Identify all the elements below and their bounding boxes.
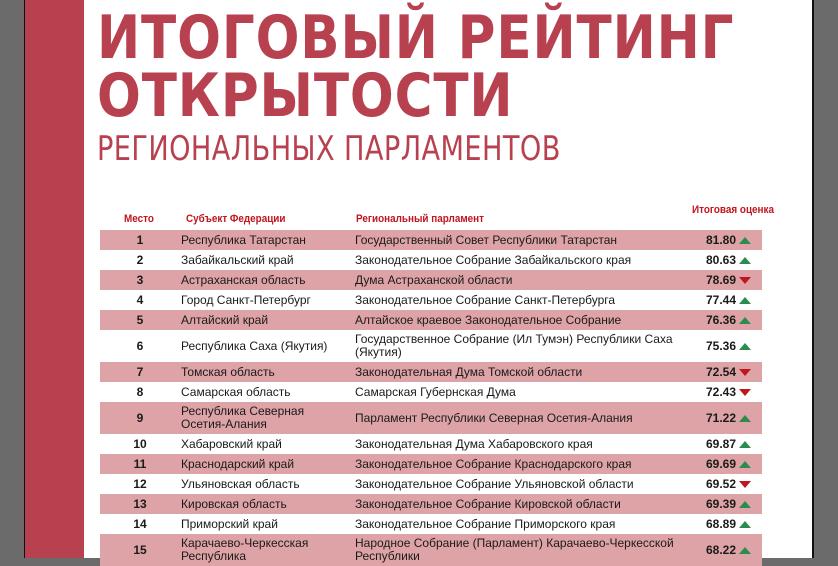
rank-cell: 7 [136,364,144,379]
table-body [100,230,762,566]
parliament-cell: Парламент Республики Северная Осетия-Алания [355,410,633,425]
rank-cell: 8 [136,384,144,399]
up-arrow-icon [739,343,751,350]
parliament-cell: Законодательное Собрание Санкт-Петербурга [355,292,616,307]
score-cell: 77.44 [705,292,736,307]
parliament-cell: Дума Астраханской области [355,272,513,287]
up-arrow-icon [739,441,751,448]
trend-cell [738,402,752,434]
trend-cell [738,534,752,566]
subject-cell: Приморский край [181,516,278,531]
subject-cell: Забайкальский край [181,252,294,267]
down-arrow-icon [739,369,751,376]
up-arrow-icon [739,461,751,468]
score-cell: 76.36 [705,312,736,327]
table-row [100,494,762,514]
table-row [100,230,762,250]
subject-cell: Республика Саха (Якутия) [181,338,328,353]
table-row [100,514,762,534]
document-page [25,0,814,563]
down-arrow-icon [739,481,751,488]
page-title-line-2: ОТКРЫТОСТИ [97,61,514,131]
score-cell: 68.22 [705,542,736,557]
trend-cell [738,514,752,534]
score-cell: 78.69 [705,272,736,287]
rank-cell: 10 [133,436,147,451]
table-row [100,454,762,474]
trend-cell [738,494,752,514]
rank-cell: 2 [136,252,144,267]
rank-cell: 5 [136,312,144,327]
table-row [100,382,762,402]
up-arrow-icon [739,501,751,508]
up-arrow-icon [739,521,751,528]
parliament-cell: Законодательная Дума Хабаровского края [355,436,593,451]
parliament-cell: Народное Собрание (Парламент) Карачаево-Черкесской Республики [355,536,674,563]
page-subtitle: РЕГИОНАЛЬНЫХ ПАРЛАМЕНТОВ [97,129,561,169]
parliament-cell: Алтайское краевое Законодательное Собрание [355,312,622,327]
parliament-cell: Законодательное Собрание Кировской области [355,496,621,511]
rank-cell: 13 [133,496,147,511]
table-row [100,434,762,454]
subject-cell: Республика Северная Осетия-Алания [181,404,305,431]
table-row [100,362,762,382]
parliament-cell: Законодательное Собрание Приморского края [355,516,616,531]
trend-cell [738,362,752,382]
header-score: Итоговая оценка [692,204,774,216]
parliament-cell: Законодательное Собрание Краснодарского края [355,456,632,471]
table-row [100,330,762,362]
score-cell: 72.54 [705,364,736,379]
trend-cell [738,230,752,250]
table-row [100,402,762,434]
trend-cell [738,474,752,494]
page-title-line-1: ИТОГОВЫЙ РЕЙТИНГ [97,3,735,73]
subject-cell: Карачаево-Черкесская Республика [181,536,309,563]
rank-cell: 3 [136,272,144,287]
rank-cell: 9 [136,410,144,425]
down-arrow-icon [739,277,751,284]
parliament-cell: Государственное Собрание (Ил Тумэн) Республики Саха (Якутия) [355,332,673,359]
score-cell: 80.63 [705,252,736,267]
trend-cell [738,290,752,310]
subject-cell: Астраханская область [181,272,306,287]
up-arrow-icon [739,297,751,304]
parliament-cell: Законодательная Дума Томской области [355,364,583,379]
up-arrow-icon [739,547,751,554]
subject-cell: Томская область [181,364,275,379]
score-cell: 72.43 [705,384,736,399]
subject-cell: Самарская область [181,384,291,399]
up-arrow-icon [739,415,751,422]
table-row [100,310,762,330]
up-arrow-icon [739,317,751,324]
subject-cell: Город Санкт-Петербург [181,292,311,307]
table-row [100,474,762,494]
parliament-cell: Законодательное Собрание Ульяновской области [355,476,634,491]
header-parliament: Региональный парламент [356,213,484,225]
subject-cell: Кировская область [181,496,287,511]
score-cell: 69.39 [705,496,736,511]
rank-cell: 11 [133,456,147,471]
score-cell: 81.80 [705,232,736,247]
table-row [100,534,762,566]
rank-cell: 12 [133,476,147,491]
table-row [100,290,762,310]
subject-cell: Алтайский край [181,312,269,327]
rank-cell: 4 [136,292,144,307]
decorative-red-band [25,0,84,558]
rank-cell: 14 [133,516,147,531]
trend-cell [738,250,752,270]
table-row [100,270,762,290]
rank-cell: 15 [133,542,147,557]
subject-cell: Ульяновская область [181,476,300,491]
left-margin [0,0,25,558]
rank-cell: 1 [136,232,144,247]
rank-cell: 6 [136,338,144,353]
parliament-cell: Самарская Губернская Дума [355,384,516,399]
table-header [100,203,774,230]
table-row [100,250,762,270]
ranking-table [100,203,774,566]
trend-cell [738,310,752,330]
score-cell: 71.22 [705,410,736,425]
score-cell: 69.52 [705,476,736,491]
score-cell: 69.87 [705,436,736,451]
subject-cell: Республика Татарстан [181,232,306,247]
trend-cell [738,382,752,402]
header-subject: Субъект Федерации [186,213,286,225]
up-arrow-icon [739,257,751,264]
trend-cell [738,434,752,454]
parliament-cell: Государственный Совет Республики Татарстан [355,232,618,247]
subject-cell: Хабаровский край [181,436,282,451]
score-cell: 75.36 [705,338,736,353]
up-arrow-icon [739,237,751,244]
score-cell: 69.69 [705,456,736,471]
trend-cell [738,270,752,290]
trend-cell [738,454,752,474]
subject-cell: Краснодарский край [181,456,295,471]
parliament-cell: Законодательное Собрание Забайкальского края [355,252,632,267]
trend-cell [738,330,752,362]
down-arrow-icon [739,389,751,396]
header-place: Место [124,213,154,225]
score-cell: 68.89 [705,516,736,531]
